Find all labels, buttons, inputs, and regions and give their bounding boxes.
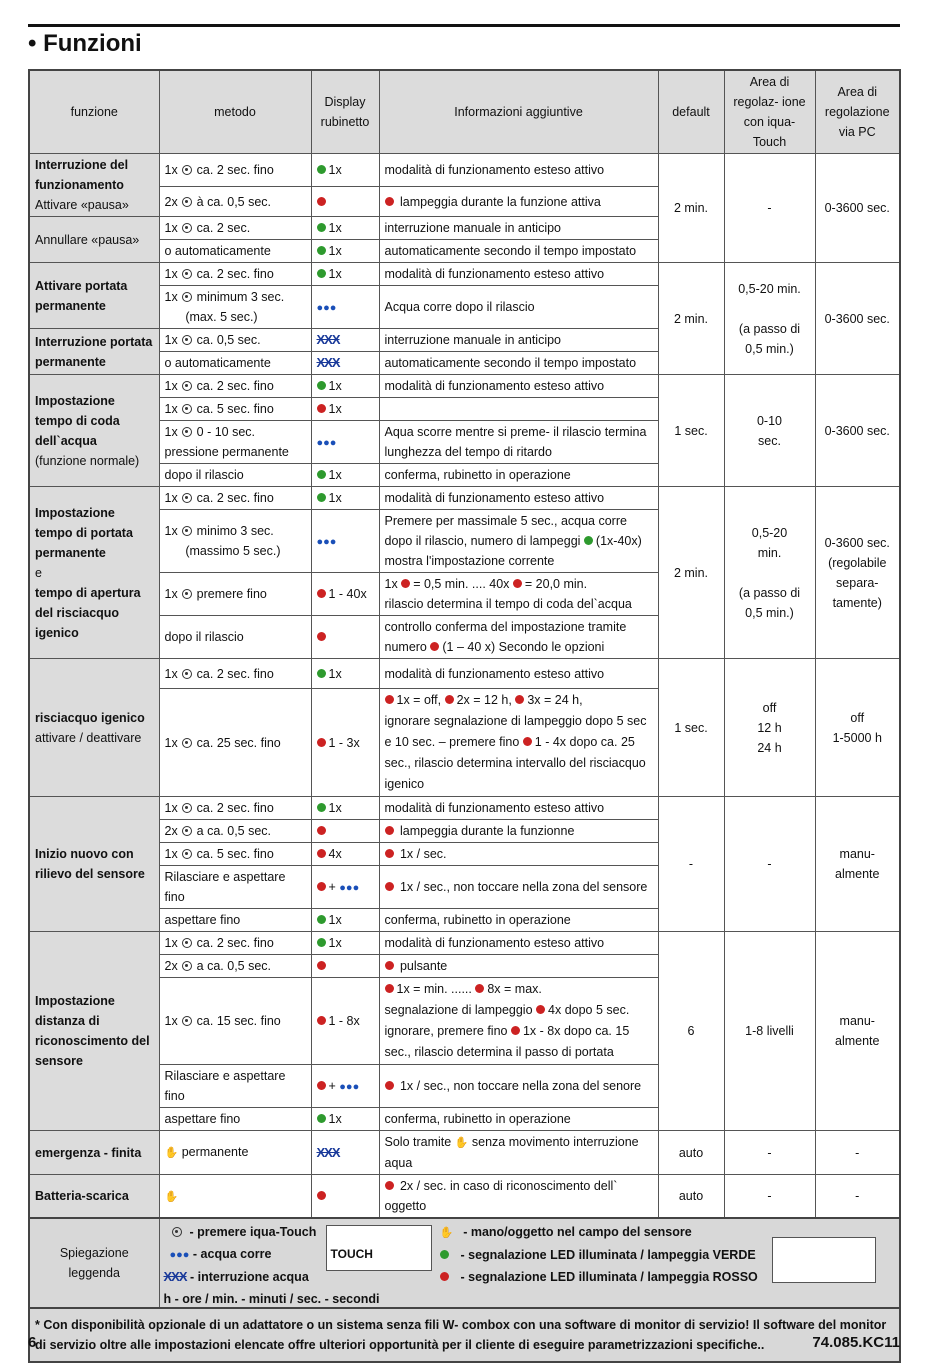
display: 1x bbox=[311, 398, 379, 421]
method: dopo il rilascio bbox=[159, 616, 311, 659]
green-led-icon bbox=[317, 669, 326, 678]
function-emergency: emergenza - finita bbox=[29, 1131, 159, 1175]
push-icon bbox=[182, 197, 192, 207]
red-led-icon bbox=[385, 849, 394, 858]
red-led-icon bbox=[385, 961, 394, 970]
display: + ●●● bbox=[311, 1065, 379, 1108]
info: interruzione manuale in anticipo bbox=[379, 217, 658, 240]
info: modalità di funzionamento esteso attivo bbox=[379, 263, 658, 286]
info: Acqua corre dopo il rilascio bbox=[379, 286, 658, 329]
function-sensor-distance: Impostazione distanza di riconoscimento del sensore bbox=[29, 932, 159, 1131]
display: + ●●● bbox=[311, 866, 379, 909]
display: 1x bbox=[311, 1108, 379, 1131]
method: o automaticamente bbox=[159, 352, 311, 375]
red-led-icon bbox=[317, 404, 326, 413]
info: modalità di funzionamento esteso attivo bbox=[379, 375, 658, 398]
green-led-icon bbox=[440, 1250, 449, 1259]
push-icon bbox=[172, 1227, 182, 1237]
function-pause: Interruzione del funzionamento Attivare «pausa» bbox=[29, 154, 159, 217]
function-cancel-pause: Annullare «pausa» bbox=[29, 217, 159, 263]
header-row bbox=[29, 70, 900, 154]
info: modalità di funzionamento esteso attivo bbox=[379, 932, 658, 955]
red-led-icon bbox=[440, 1272, 449, 1281]
red-led-icon bbox=[317, 961, 326, 970]
default-value: 6 bbox=[658, 932, 724, 1131]
area-touch-value: 0,5-20 min. (a passo di 0,5 min.) bbox=[724, 263, 815, 375]
red-led-icon bbox=[317, 197, 326, 206]
display: 1x bbox=[311, 932, 379, 955]
push-icon bbox=[182, 826, 192, 836]
info: interruzione manuale in anticipo bbox=[379, 329, 658, 352]
red-led-icon bbox=[385, 826, 394, 835]
push-icon bbox=[182, 269, 192, 279]
legend-row bbox=[29, 1218, 900, 1308]
method: Rilasciare e aspettare fino bbox=[159, 866, 311, 909]
method: 1x ca. 2 sec. fino bbox=[159, 154, 311, 187]
default-value: auto bbox=[658, 1175, 724, 1219]
default-value: 1 sec. bbox=[658, 375, 724, 487]
area-pc-value: manu- almente bbox=[815, 797, 900, 932]
water-stop-icon: XXX bbox=[163, 1269, 187, 1284]
function-permanent-flow-time: Impostazione tempo di portata permanente e tempo di apertura del risciacquo igenico bbox=[29, 487, 159, 659]
method: aspettare fino bbox=[159, 909, 311, 932]
push-icon bbox=[182, 803, 192, 813]
display bbox=[311, 329, 379, 352]
method: 1x premere fino bbox=[159, 573, 311, 616]
green-led-icon bbox=[317, 493, 326, 502]
area-touch-value: 0-10 sec. bbox=[724, 375, 815, 487]
display bbox=[311, 1131, 379, 1175]
area-pc-value: manu- almente bbox=[815, 932, 900, 1131]
hand-icon: ✋ bbox=[164, 1190, 179, 1203]
method: aspettare fino bbox=[159, 1108, 311, 1131]
red-led-icon bbox=[511, 1026, 520, 1035]
touch-button-illustration: TOUCH bbox=[326, 1225, 432, 1271]
method: 1x ca. 2 sec. fino bbox=[159, 797, 311, 820]
info: modalità di funzionamento esteso attivo bbox=[379, 659, 658, 689]
red-led-icon bbox=[385, 1081, 394, 1090]
push-icon bbox=[182, 589, 192, 599]
water-drops-icon: ●●● bbox=[339, 1080, 360, 1093]
method: Rilasciare e aspettare fino bbox=[159, 1065, 311, 1108]
info: Premere per massimale 5 sec., acqua corre dopo il rilascio, numero di lampeggi (1x-40x) mostra l'impostazione corrente bbox=[379, 510, 658, 573]
push-icon bbox=[182, 335, 192, 345]
area-touch-value: 0,5-20 min. (a passo di 0,5 min.) bbox=[724, 487, 815, 659]
top-rule bbox=[28, 24, 900, 27]
legend-units: h - ore / min. - minuti / sec. - secondi bbox=[163, 1292, 380, 1306]
info: conferma, rubinetto in operazione bbox=[379, 909, 658, 932]
method: o automaticamente bbox=[159, 240, 311, 263]
red-led-icon bbox=[523, 737, 532, 746]
info: controllo conferma del impostazione tramite numero (1 – 40 x) Secondo le opzioni bbox=[379, 616, 658, 659]
info: modalità di funzionamento esteso attivo bbox=[379, 487, 658, 510]
method: 1x ca. 0,5 sec. bbox=[159, 329, 311, 352]
method: 1x ca. 5 sec. fino bbox=[159, 843, 311, 866]
push-icon bbox=[182, 526, 192, 536]
water-stop-icon: XXX bbox=[316, 1144, 340, 1160]
display: 1x bbox=[311, 909, 379, 932]
display bbox=[311, 421, 379, 464]
green-led-icon bbox=[317, 246, 326, 255]
push-icon bbox=[182, 493, 192, 503]
legend-content: - premere iqua-Touch ●●● - acqua corre XXX - interruzione acqua h - ore / min. - minuti / sec. - secondi TOUCH ✋ - mano/oggetto nel campo del sensore - segnalazione LED illuminata / lampeggia VERDE - segnalazione LED illuminata / lampeggia ROSSO bbox=[159, 1218, 900, 1308]
function-sensor-restart: Inizio nuovo con rilievo del sensore bbox=[29, 797, 159, 932]
water-drops-icon: ●●● bbox=[316, 301, 337, 314]
red-led-icon bbox=[317, 1016, 326, 1025]
display bbox=[311, 616, 379, 659]
method bbox=[159, 1175, 311, 1219]
green-led-icon bbox=[317, 269, 326, 278]
display: 1x bbox=[311, 263, 379, 286]
water-drops-icon: ●●● bbox=[316, 535, 337, 548]
default-value: 2 min. bbox=[658, 154, 724, 263]
default-value: 1 sec. bbox=[658, 659, 724, 797]
area-pc-value: 0-3600 sec. bbox=[815, 263, 900, 375]
push-icon bbox=[182, 223, 192, 233]
header-metodo: metodo bbox=[159, 70, 311, 154]
function-battery-low: Batteria-scarica bbox=[29, 1175, 159, 1219]
push-icon bbox=[182, 961, 192, 971]
hand-icon: ✋ bbox=[164, 1147, 179, 1159]
method: dopo il rilascio bbox=[159, 464, 311, 487]
display bbox=[311, 955, 379, 978]
red-led-icon bbox=[385, 1181, 394, 1190]
display: 1x bbox=[311, 217, 379, 240]
push-icon bbox=[182, 669, 192, 679]
info: 1x = off, 2x = 12 h, 3x = 24 h, ignorare segnalazione di lampeggio dopo 5 sec e 10 sec. – premere fino 1 - 4x dopo ca. 25 sec., rilascio determina intervallo del risciacquo igenico bbox=[379, 689, 658, 797]
header-default: default bbox=[658, 70, 724, 154]
water-drops-icon: ●●● bbox=[316, 436, 337, 449]
red-led-icon bbox=[317, 738, 326, 747]
info: lampeggia durante la funzionne bbox=[379, 820, 658, 843]
red-led-icon bbox=[317, 1081, 326, 1090]
method: 1x minimum 3 sec. (max. 5 sec.) bbox=[159, 286, 311, 329]
area-touch-value: - bbox=[724, 1175, 815, 1219]
info: 1x / sec., non toccare nella zona del sensore bbox=[379, 866, 658, 909]
green-led-icon bbox=[317, 165, 326, 174]
red-led-icon bbox=[317, 826, 326, 835]
display: 1 - 40x bbox=[311, 573, 379, 616]
info: lampeggia durante la funzione attiva bbox=[379, 187, 658, 217]
area-pc-value: off 1-5000 h bbox=[815, 659, 900, 797]
red-led-icon bbox=[445, 695, 454, 704]
method: 2x a ca. 0,5 sec. bbox=[159, 955, 311, 978]
method: 1x 0 - 10 sec. pressione permanente bbox=[159, 421, 311, 464]
info: automaticamente secondo il tempo impostato bbox=[379, 352, 658, 375]
green-led-icon bbox=[317, 1114, 326, 1123]
area-pc-value: 0-3600 sec. (regolabile separa- tamente) bbox=[815, 487, 900, 659]
info: 1x = 0,5 min. .... 40x = 20,0 min. rilascio determina il tempo di coda del`acqua bbox=[379, 573, 658, 616]
method: 2x à ca. 0,5 sec. bbox=[159, 187, 311, 217]
default-value: 2 min. bbox=[658, 487, 724, 659]
red-led-icon bbox=[385, 695, 394, 704]
red-led-icon bbox=[385, 197, 394, 206]
push-icon bbox=[182, 738, 192, 748]
area-touch-value: off 12 h 24 h bbox=[724, 659, 815, 797]
red-led-icon bbox=[536, 1005, 545, 1014]
red-led-icon bbox=[401, 579, 410, 588]
footnote: * Con disponibilità opzionale di un adattatore o un sistema senza fili W- combox con una software di monitor di servizio! Il software del monitor di servizio oltre alle impostazioni elencate offre ulteriori opportunità per il cliente di eseguire parametrizzazioni specifiche.. bbox=[29, 1308, 900, 1362]
method: ✋ permanente bbox=[159, 1131, 311, 1175]
display bbox=[311, 820, 379, 843]
method: 1x ca. 15 sec. fino bbox=[159, 978, 311, 1065]
area-touch-value: - bbox=[724, 1131, 815, 1175]
green-led-icon bbox=[317, 938, 326, 947]
water-stop-icon: XXX bbox=[316, 355, 340, 370]
function-permanent-flow: Attivare portata permanente bbox=[29, 263, 159, 329]
display bbox=[311, 352, 379, 375]
info: 1x = min. ...... 8x = max. segnalazione di lampeggio 4x dopo 5 sec. ignorare, premere fino 1x - 8x dopo ca. 15 sec., rilascio determina il passo di portata bbox=[379, 978, 658, 1065]
header-area-pc: Area di regolazione via PC bbox=[815, 70, 900, 154]
display: 1x bbox=[311, 240, 379, 263]
function-hygiene-flush: risciacquo igenico attivare / deattivare bbox=[29, 659, 159, 797]
red-led-icon bbox=[430, 642, 439, 651]
document-id: 74.085.KC11 bbox=[812, 1334, 900, 1351]
info: 1x / sec., non toccare nella zona del senore bbox=[379, 1065, 658, 1108]
push-icon bbox=[182, 849, 192, 859]
method: 1x minimo 3 sec. (massimo 5 sec.) bbox=[159, 510, 311, 573]
display bbox=[311, 187, 379, 217]
default-value: auto bbox=[658, 1131, 724, 1175]
push-icon bbox=[182, 292, 192, 302]
display bbox=[311, 510, 379, 573]
red-led-icon bbox=[317, 849, 326, 858]
water-drops-icon: ●●● bbox=[169, 1249, 190, 1261]
red-led-icon bbox=[317, 882, 326, 891]
header-area-touch: Area di regolaz- ione con iqua-Touch bbox=[724, 70, 815, 154]
info: Solo tramite ✋ senza movimento interruzione aqua bbox=[379, 1131, 658, 1175]
green-led-icon bbox=[317, 381, 326, 390]
method: 2x a ca. 0,5 sec. bbox=[159, 820, 311, 843]
info: automaticamente secondo il tempo impostato bbox=[379, 240, 658, 263]
area-touch-value: - bbox=[724, 154, 815, 263]
method: 1x ca. 2 sec. fino bbox=[159, 932, 311, 955]
red-led-icon bbox=[317, 1191, 326, 1200]
green-led-icon bbox=[317, 803, 326, 812]
info bbox=[379, 398, 658, 421]
method: 1x ca. 2 sec. fino bbox=[159, 659, 311, 689]
info: 2x / sec. in caso di riconoscimento dell` oggetto bbox=[379, 1175, 658, 1219]
display: 1x bbox=[311, 375, 379, 398]
area-pc-value: - bbox=[815, 1175, 900, 1219]
water-stop-icon: XXX bbox=[316, 332, 340, 347]
red-led-icon bbox=[317, 589, 326, 598]
method: 1x ca. 5 sec. fino bbox=[159, 398, 311, 421]
method: 1x ca. 2 sec. fino bbox=[159, 263, 311, 286]
legend-label: Spiegazione leggenda bbox=[29, 1218, 159, 1308]
display: 4x bbox=[311, 843, 379, 866]
display: 1x bbox=[311, 659, 379, 689]
display bbox=[311, 286, 379, 329]
hand-icon: ✋ bbox=[439, 1227, 454, 1239]
info: Aqua scorre mentre si preme- il rilascio termina lunghezza del tempo di ritardo bbox=[379, 421, 658, 464]
red-led-icon bbox=[513, 579, 522, 588]
display: 1x bbox=[311, 154, 379, 187]
push-icon bbox=[182, 381, 192, 391]
display bbox=[311, 1175, 379, 1219]
display: 1x bbox=[311, 487, 379, 510]
area-touch-value: - bbox=[724, 797, 815, 932]
push-icon bbox=[182, 938, 192, 948]
red-led-icon bbox=[385, 882, 394, 891]
header-display: Display rubinetto bbox=[311, 70, 379, 154]
default-value: 2 min. bbox=[658, 263, 724, 375]
hand-icon: ✋ bbox=[454, 1137, 469, 1149]
area-pc-value: - bbox=[815, 1131, 900, 1175]
page-title: • Funzioni bbox=[28, 30, 142, 57]
info: conferma, rubinetto in operazione bbox=[379, 1108, 658, 1131]
info: modalità di funzionamento esteso attivo bbox=[379, 154, 658, 187]
info: pulsante bbox=[379, 955, 658, 978]
green-led-icon bbox=[584, 536, 593, 545]
area-touch-value: 1-8 livelli bbox=[724, 932, 815, 1131]
method: 1x ca. 2 sec. fino bbox=[159, 375, 311, 398]
page-number: 6 bbox=[28, 1334, 37, 1351]
red-led-icon bbox=[475, 984, 484, 993]
push-icon bbox=[182, 165, 192, 175]
functions-table bbox=[28, 69, 901, 1363]
info: conferma, rubinetto in operazione bbox=[379, 464, 658, 487]
method: 1x ca. 25 sec. fino bbox=[159, 689, 311, 797]
header-funzione: funzione bbox=[29, 70, 159, 154]
area-pc-value: 0-3600 sec. bbox=[815, 375, 900, 487]
red-led-icon bbox=[317, 632, 326, 641]
default-value: - bbox=[658, 797, 724, 932]
function-after-run-time: Impostazione tempo di coda dell`acqua (funzione normale) bbox=[29, 375, 159, 487]
display: 1 - 8x bbox=[311, 978, 379, 1065]
green-led-icon bbox=[317, 915, 326, 924]
header-info: Informazioni aggiuntive bbox=[379, 70, 658, 154]
display: 1 - 3x bbox=[311, 689, 379, 797]
method: 1x ca. 2 sec. fino bbox=[159, 487, 311, 510]
footnote-row bbox=[29, 1308, 900, 1362]
push-icon bbox=[182, 427, 192, 437]
display: 1x bbox=[311, 464, 379, 487]
function-stop-permanent-flow: Interruzione portata permanente bbox=[29, 329, 159, 375]
push-icon bbox=[182, 404, 192, 414]
sensor-illustration bbox=[772, 1237, 876, 1283]
water-drops-icon: ●●● bbox=[339, 881, 360, 894]
green-led-icon bbox=[317, 470, 326, 479]
info: 1x / sec. bbox=[379, 843, 658, 866]
red-led-icon bbox=[515, 695, 524, 704]
info: modalità di funzionamento esteso attivo bbox=[379, 797, 658, 820]
red-led-icon bbox=[385, 984, 394, 993]
area-pc-value: 0-3600 sec. bbox=[815, 154, 900, 263]
method: 1x ca. 2 sec. bbox=[159, 217, 311, 240]
push-icon bbox=[182, 1016, 192, 1026]
display: 1x bbox=[311, 797, 379, 820]
green-led-icon bbox=[317, 223, 326, 232]
